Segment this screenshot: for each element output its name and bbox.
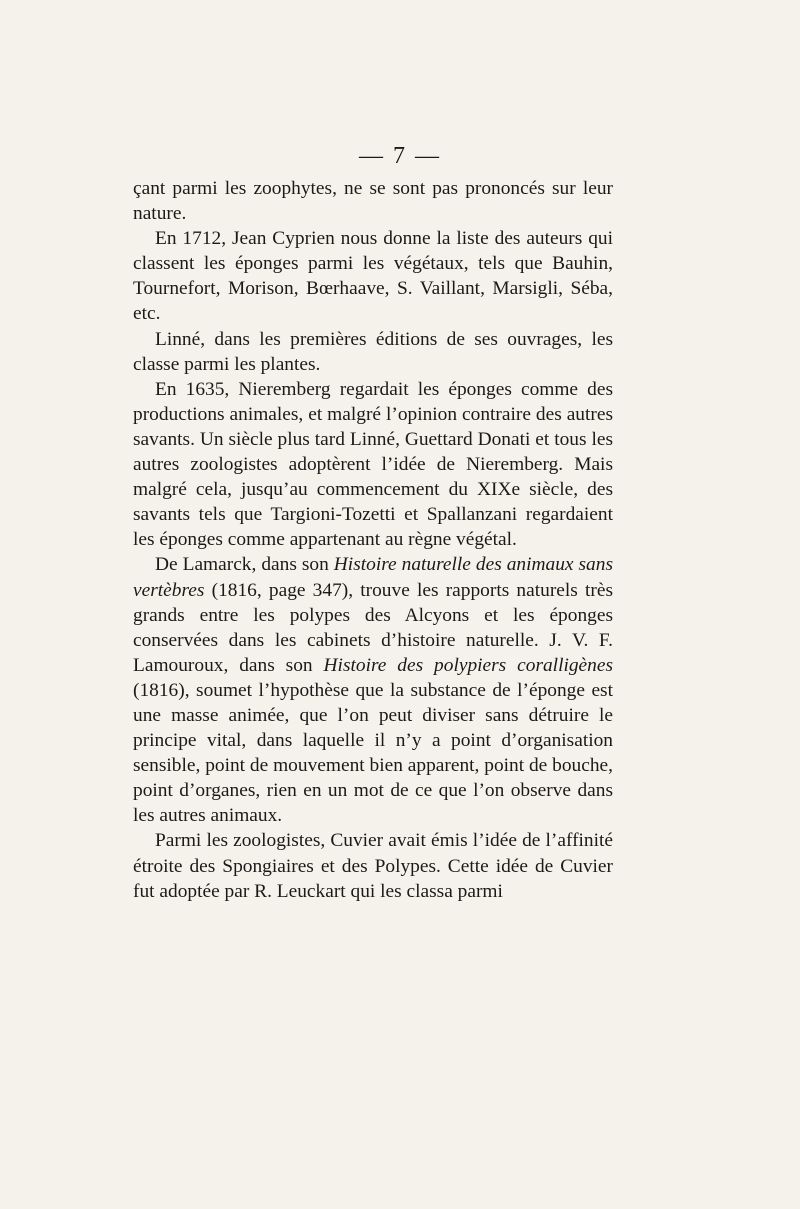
paragraph-5 <box>133 552 613 828</box>
book-title-histoire-naturelle: Histoire naturelle des animaux sans vertèbres <box>133 554 613 601</box>
body-text <box>133 176 613 904</box>
page-number: — 7 — <box>359 143 441 169</box>
paragraph-1: çant parmi les zoophytes, ne se sont pas prononcés sur leur nature. <box>133 178 613 225</box>
paragraph-3: Linné, dans les premières éditions de ses ouvrages, les classe parmi les plantes. <box>133 328 613 375</box>
paragraph-4: En 1635, Nieremberg regardait les éponges comme des productions animales, et malgré l’opinion contraire des autres savants. Un siècle plus tard Linné, Guettard Donati et tous les autres zoologistes adoptèrent l’idée de Nieremberg. Mais malgré cela, jusqu’au commencement du XIXe siècle, des savants tels que Targioni-Tozetti et Spallanzani regardaient les éponges comme appartenant au règne végétal. <box>133 378 613 551</box>
paragraph-5-part-1: De Lamarck, dans son <box>155 554 334 576</box>
paragraph-5-part-2: (1816, page 347), trouve les rapports naturels très grands entre les polypes des Alcyons et les éponges conservées dans les cabinets d’histoire naturelle. J. V. F. Lamouroux, dans son <box>133 579 613 676</box>
paragraph-6: Parmi les zoologistes, Cuvier avait émis l’idée de l’affinité étroite des Spongiaires et des Polypes. Cette idée de Cuvier fut adoptée par R. Leuckart qui les classa parmi <box>133 830 613 902</box>
paragraph-2: En 1712, Jean Cyprien nous donne la liste des auteurs qui classent les éponges parmi les végétaux, tels que Bauhin, Tournefort, Morison, Bœrhaave, S. Vaillant, Marsigli, Séba, etc. <box>133 228 613 325</box>
book-title-polypiers: Histoire des polypiers coralligènes <box>323 654 613 676</box>
paragraph-5-part-3: (1816), soumet l’hypothèse que la substance de l’éponge est une masse animée, que l’on peut diviser sans détruire le principe vital, dans laquelle il n’y a point d’organisation sensible, point de mouvement bien apparent, point de bouche, point d’organes, rien en un mot de ce que l’on observe dans les autres animaux. <box>133 679 613 827</box>
